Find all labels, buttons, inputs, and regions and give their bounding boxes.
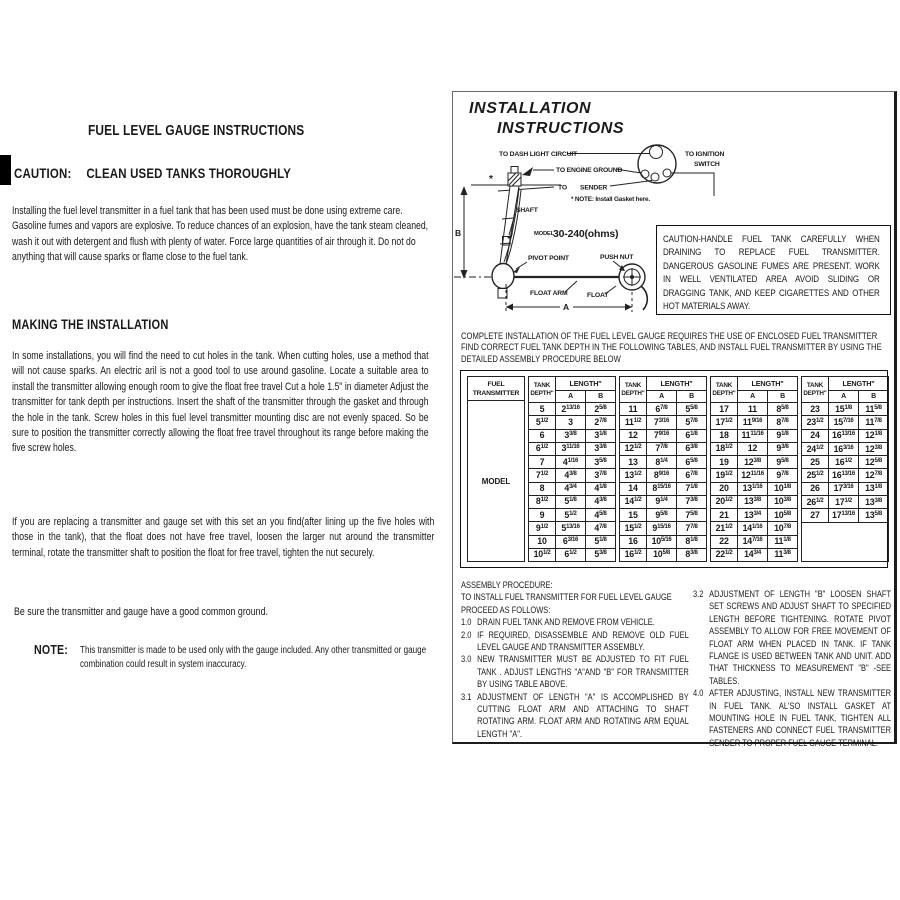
model-label: MODEL: [534, 231, 554, 237]
making-heading-wrap: [12, 317, 203, 332]
note-text-wrap: [80, 642, 442, 671]
table-row: 5 $2^{13/16}$ $2^{5/8}$: [529, 403, 616, 416]
scan-artifact-bar: [0, 155, 11, 185]
assembly-right-column: [693, 588, 891, 749]
gasket-star-marker: *: [489, 174, 493, 185]
tank-depth-table-4: TANK DEPTH" LENGTH" A B 23 $15^{1/8}$ $11^{5/8}$ $23^{1/2}$ $15^{7/16}$ $11^{7/8}$ 24 $16^{13/16}$ $12^{1/8}$ $24^{1/2}$ $16^{3/16}$ $12^{3/8}$ 25 $16^{1/2}$ $12^{5/8}$ $25^{1/2}$ $16^{13/16}$ $12^{7/8}$ 26 $17^{3/16}$ $13^{1/8}$ $26^{1/2}$ $17^{1/2}$ $13^{3/8}$ 27 $17^{13/16}$ $13^{5/8}$: [801, 376, 889, 562]
table-row: $14^{1/2}$ $9^{1/4}$ $7^{3/8}$: [620, 495, 707, 508]
installation-panel: [452, 91, 897, 748]
table-row: 13 $8^{1/4}$ $6^{5/8}$: [620, 456, 707, 469]
panel-title-line2: INSTRUCTIONS: [497, 120, 625, 137]
table-row: $7^{1/2}$ $4^{3/8}$ $3^{7/8}$: [529, 469, 616, 482]
step-number: 1.0: [461, 617, 472, 628]
table-row: 15 $9^{5/8}$ $7^{5/8}$: [620, 509, 707, 522]
step-text: DRAIN FUEL TANK AND REMOVE FROM VEHICLE.: [477, 617, 655, 628]
dim-a-label: A: [563, 302, 569, 312]
table-row: 20 $13^{1/16}$ $10^{1/8}$: [711, 482, 798, 495]
table-intro-wrap: [461, 331, 889, 365]
table-row: $9^{1/2}$ $5^{13/16}$ $4^{7/8}$: [529, 522, 616, 535]
table-row: 25 $16^{1/2}$ $12^{5/8}$: [802, 456, 889, 469]
caution-text: CLEAN USED TANKS THOROUGHLY: [86, 165, 292, 181]
sender-to-label: TO: [558, 184, 567, 192]
table-row: 8 $4^{3/4}$ $4^{1/8}$: [529, 482, 616, 495]
dim-b-arrow-top: [461, 186, 468, 195]
sender-terminal: [511, 167, 518, 174]
procedure-step: [693, 588, 891, 687]
note-label: NOTE:: [34, 642, 68, 657]
gasket-note: * NOTE: Install Gasket here.: [571, 196, 650, 203]
push-nut-label: PUSH NUT: [600, 254, 634, 261]
tank-depth-table-2: TANK DEPTH" LENGTH" A B 11 $6^{7/8}$ $5^{5/8}$ $11^{1/2}$ $7^{3/16}$ $5^{7/8}$ 12 $7^{9/16}$ $6^{1/8}$ $12^{1/2}$ $7^{7/8}$ $6^{3/8}$ 13 $8^{1/4}$ $6^{5/8}$ $13^{1/2}$ $8^{9/16}$ $6^{7/8}$ 14 $8^{15/16}$ $7^{1/8}$ $14^{1/2}$ $9^{1/4}$ $7^{3/8}$ 15 $9^{5/8}$ $7^{5/8}$ $15^{1/2}$ $9^{15/16}$ $7^{7/8}$ 16 $10^{5/16}$ $8^{1/8}$ $16^{1/2}$ $10^{5/8}$ $8^{3/8}$: [619, 376, 707, 562]
step-text: NEW TRANSMITTER MUST BE ADJUSTED TO FIT FUEL TANK . ADJUST LENGTHS "A"AND "B" FOR TRANSMITTER BY USING TABLE ABOVE.: [477, 654, 689, 690]
step-text: ADJUSTMENT OF LENGTH "A" IS ACCOMPLISHED BY CUTTING FLOAT ARM AND ATTACHING TO SHAFT ROTATING ARM. FLOAT ARM AND ROTATING ARM EQUAL LENGTH "A".: [477, 691, 689, 739]
table-row: 27 $17^{13/16}$ $13^{5/8}$: [802, 509, 889, 522]
table-row: 12 $7^{9/16}$ $6^{1/8}$: [620, 429, 707, 442]
table-row: 14 $8^{15/16}$ $7^{1/8}$: [620, 482, 707, 495]
device-labels: [455, 207, 634, 312]
table-row: 21 $13^{3/4}$ $10^{5/8}$: [711, 509, 798, 522]
caution-heading: [14, 165, 352, 181]
making-heading: MAKING THE INSTALLATION: [12, 317, 169, 332]
replacement-paragraph-wrap: [12, 515, 527, 561]
dim-b-arrow-bottom: [461, 270, 468, 279]
table-row: 22 $14^{7/16}$ $11^{1/8}$: [711, 535, 798, 548]
ground-arrowhead: [522, 167, 533, 176]
table-row: $10^{1/2}$ $6^{1/2}$ $5^{3/8}$: [529, 548, 616, 561]
procedure-step: [461, 653, 689, 690]
pivot-assembly: [492, 264, 514, 289]
table-row: $6^{1/2}$ $3^{11/16}$ $3^{3/8}$: [529, 442, 616, 455]
shaft-label: SHAFT: [516, 207, 538, 214]
table-row: $12^{1/2}$ $7^{7/8}$ $6^{3/8}$: [620, 442, 707, 455]
ground-note-wrap: [14, 606, 494, 618]
table-row: $8^{1/2}$ $5^{1/8}$ $4^{3/8}$: [529, 495, 616, 508]
table-row: 6 $3^{3/8}$ $3^{1/8}$: [529, 429, 616, 442]
float-label: FLOAT: [587, 292, 609, 299]
procedure-intro: TO INSTALL FUEL TRANSMITTER FOR FUEL LEVEL GAUGE PROCEED AS FOLLOWS:: [461, 592, 672, 615]
dim-a-arrow-left: [506, 304, 513, 311]
table-row: 11 $6^{7/8}$ $5^{5/8}$: [620, 403, 707, 416]
table-row: $17^{1/2}$ $11^{9/16}$ $8^{7/8}$: [711, 416, 798, 429]
dim-a-arrow-right: [625, 304, 632, 311]
note-text: This transmitter is made to be used only with the gauge included. Any other transmitted or gauge combination could result in system inaccuracy.: [80, 645, 427, 670]
procedure-steps-right: [693, 588, 891, 749]
table-row: $21^{1/2}$ $14^{1/16}$ $10^{7/8}$: [711, 522, 798, 535]
table-row: 26 $17^{3/16}$ $13^{1/8}$: [802, 482, 889, 495]
model-value: 30-240(ohms): [553, 228, 619, 240]
fuel-transmitter-header: FUEL TRANSMITTER: [468, 377, 524, 401]
caution-box: [656, 225, 891, 315]
table-row: $15^{1/2}$ $9^{15/16}$ $7^{7/8}$: [620, 522, 707, 535]
installation-paragraph-wrap: [12, 349, 520, 457]
engine-ground-label: TO ENGINE GROUND: [556, 167, 623, 174]
procedure-step: [461, 691, 689, 741]
ignition-label-line2: SWITCH: [694, 161, 720, 168]
step-number: 3.1: [461, 691, 472, 702]
procedure-heading: ASSEMBLY PROCEDURE:: [461, 580, 553, 590]
table-row: 16 $10^{5/16}$ $8^{1/8}$: [620, 535, 707, 548]
table-row: $11^{1/2}$ $7^{3/16}$ $5^{7/8}$: [620, 416, 707, 429]
table-row: 18 $11^{11/16}$ $9^{1/8}$: [711, 429, 798, 442]
step-number: 3.2: [693, 589, 704, 599]
step-text: AFTER ADJUSTING, INSTALL NEW TRANSMITTER IN FUEL TANK. AL'SO INSTALL GASKET AT MOUNTING HOLE IN FUEL TANK, TIGHTEN ALL FASTENERS AND CONNECT FUEL TRANSMITTER SENDER TO PROPER FUEL GAUGE TERMINAL.: [709, 688, 892, 748]
note-block: [34, 642, 442, 671]
float-arm-label: FLOAT ARM: [530, 290, 568, 297]
note-label-wrap: [34, 642, 80, 671]
table-row: 9 $5^{1/2}$ $4^{5/8}$: [529, 509, 616, 522]
connector-terminal-left: [641, 170, 649, 178]
table-row: $16^{1/2}$ $10^{5/8}$ $8^{3/8}$: [620, 548, 707, 561]
caution-box-text: CAUTION-HANDLE FUEL TANK CAREFULLY WHEN DRAINING TO REPLACE FUEL TRANSMITTER. DANGEROUS GASOLINE FUMES ARE PRESENT. WORK IN WELL VENTILATED AREA AVOID SLIDING OR DRAGGING TANK, AND KEEP CIGARETTES AND OTHER HOT MATERIALS AWAY.: [662, 233, 880, 312]
step-text: IF REQUIRED, DISASSEMBLE AND REMOVE OLD FUEL LEVEL GAUGE AND TRANSMITTER ASSEMBLY.: [477, 629, 689, 653]
table-row: $24^{1/2}$ $16^{3/16}$ $12^{3/8}$: [802, 442, 889, 455]
step-number: 3.0: [461, 654, 472, 665]
table-row: 10 $6^{3/16}$ $5^{1/8}$: [529, 535, 616, 548]
table-row: $25^{1/2}$ $16^{13/16}$ $12^{7/8}$: [802, 469, 889, 482]
fuel-transmitter-column: [467, 376, 525, 562]
tank-depth-table-1: TANK DEPTH" LENGTH" A B 5 $2^{13/16}$ $2^{5/8}$ $5^{1/2}$ 3 $2^{7/8}$ 6 $3^{3/8}$ $3^{1/8}$ $6^{1/2}$ $3^{11/16}$ $3^{3/8}$ 7 $4^{1/16}$ $3^{5/8}$ $7^{1/2}$ $4^{3/8}$ $3^{7/8}$ 8 $4^{3/4}$ $4^{1/8}$ $8^{1/2}$ $5^{1/8}$ $4^{3/8}$ 9 $5^{1/2}$ $4^{5/8}$ $9^{1/2}$ $5^{13/16}$ $4^{7/8}$ 10 $6^{3/16}$ $5^{1/8}$ $10^{1/2}$ $6^{1/2}$ $5^{3/8}$: [528, 376, 616, 562]
intro-paragraph: Installing the fuel level transmitter in a fuel tank that has been used must be done using extreme care. Gasoline fumes and vapors are explosive. To reduce chances of an explosion, have the tank steam cleaned, wash it out with detergent and flush with plenty of water. Force large quantities of air through it. Do not do anything that will cause sparks or flame close to the fuel tank.: [12, 205, 429, 264]
ground-note: Be sure the transmitter and gauge have a good common ground.: [14, 606, 268, 618]
ignition-label-line1: TO IGNITION: [685, 151, 725, 158]
depth-length-tables: [460, 370, 888, 568]
step-number: 2.0: [461, 629, 472, 640]
table-filler-row: [802, 522, 889, 561]
table-intro: COMPLETE INSTALLATION OF THE FUEL LEVEL GAUGE REQUIRES THE USE OF ENCLOSED FUEL TRANSMITTER FIND CORRECT FUEL TANK DEPTH IN THE FOLLOWING TABLES, AND INSTALL FUEL TRANSMITTER BY USING THE DETAILED ASSEMBLY PROCEDURE BELOW: [461, 331, 882, 364]
procedure-step: [693, 687, 891, 749]
step-text: ADJUSTMENT OF LENGTH "B" LOOSEN SHAFT SET SCREWS AND ADJUST SHAFT TO SPECIFIED LENGTH BEFORE TIGHTENING. ROTATE PIVOT ASSEMBLY TO ALLOW FOR FREE MOVEMENT OF FLOAT ARM WHEN PLACED IN TANK. IF TANK FLANGE IS USED BETWEEN TANK AND UNIT. ADD THAT THICKNESS TO MEASUREMENT "B" -SEE TABLES.: [709, 589, 892, 686]
sender-label: SENDER: [580, 184, 608, 192]
table-row: $18^{1/2}$ 12 $9^{3/8}$: [711, 442, 798, 455]
table-row: 23 $15^{1/8}$ $11^{5/8}$: [802, 403, 889, 416]
panel-title-line1: INSTALLATION: [469, 100, 592, 117]
table-row: 7 $4^{1/16}$ $3^{5/8}$: [529, 456, 616, 469]
table-row: $13^{1/2}$ $8^{9/16}$ $6^{7/8}$: [620, 469, 707, 482]
dim-b-label: B: [455, 228, 461, 238]
model-cell: MODEL: [481, 476, 511, 486]
float-arm-hook: [641, 286, 647, 310]
table-row: $19^{1/2}$ $12^{11/16}$ $9^{7/8}$: [711, 469, 798, 482]
dash-light-label: TO DASH LIGHT CIRCUIT: [499, 151, 577, 158]
procedure-steps-left: [461, 616, 689, 740]
wiring-labels: [489, 151, 725, 203]
table-row: $26^{1/2}$ $17^{1/2}$ $13^{3/8}$: [802, 495, 889, 508]
procedure-step: [461, 616, 689, 628]
table-row: $5^{1/2}$ 3 $2^{7/8}$: [529, 416, 616, 429]
table-row: $20^{1/2}$ $13^{3/8}$ $10^{3/8}$: [711, 495, 798, 508]
intro-paragraph-wrap: [12, 204, 520, 266]
table-row: $23^{1/2}$ $15^{7/16}$ $11^{7/8}$: [802, 416, 889, 429]
procedure-step: [461, 629, 689, 654]
page-title-wrap: [88, 123, 352, 139]
replacement-paragraph: If you are replacing a transmitter and gauge set with this set an you find(after lining up the five holes with those in the tank), that the float does not have free travel, loosen the larger nut around the transmitter terminal, rotate the transmitter shaft to position the float for free travel, tighten the nut securely.: [12, 516, 435, 559]
tank-depth-table-3: TANK DEPTH" LENGTH" A B 17 11 $8^{5/8}$ $17^{1/2}$ $11^{9/16}$ $8^{7/8}$ 18 $11^{11/16}$ $9^{1/8}$ $18^{1/2}$ 12 $9^{3/8}$ 19 $12^{3/8}$ $9^{5/8}$ $19^{1/2}$ $12^{11/16}$ $9^{7/8}$ 20 $13^{1/16}$ $10^{1/8}$ $20^{1/2}$ $13^{3/8}$ $10^{3/8}$ 21 $13^{3/4}$ $10^{5/8}$ $21^{1/2}$ $14^{1/16}$ $10^{7/8}$ 22 $14^{7/16}$ $11^{1/8}$ $22^{1/2}$ $14^{3/4}$ $11^{3/8}$: [710, 376, 798, 562]
page-title: FUEL LEVEL GAUGE INSTRUCTIONS: [88, 123, 305, 139]
table-row: 19 $12^{3/8}$ $9^{5/8}$: [711, 456, 798, 469]
step-number: 4.0: [693, 688, 704, 699]
pivot-point-label: PIVOT POINT: [528, 255, 569, 262]
table-row: $22^{1/2}$ $14^{3/4}$ $11^{3/8}$: [711, 548, 798, 561]
table-row: 17 11 $8^{5/8}$: [711, 403, 798, 416]
caution-label: CAUTION:: [14, 165, 72, 181]
installation-paragraph: In some installations, you will find the need to cut holes in the tank. When cutting holes, use a method that will not cause sparks. An electric aril is not a good tool to use around gasoline. Locate a suitable area to install the transmitter allowing enough room to give the float free travel Cut a hole 1.5" in diameter Adjust the transmitter for tank depth per instructions. Insert the shaft of the transmitter through the gasket and through the hole in the tank. Screw holes in this fuel level transmitter mounting disc are not evenly spaced. So be sure to position the transmitter correctly allowing the float free travel throughout its range before making the five screw holes.: [12, 350, 429, 455]
table-row: 24 $16^{13/16}$ $12^{1/8}$: [802, 429, 889, 442]
assembly-left-column: [461, 579, 689, 740]
connector-terminal-top: [650, 146, 663, 159]
connector-terminal-center: [651, 173, 659, 181]
connector-terminal-right: [663, 169, 671, 177]
